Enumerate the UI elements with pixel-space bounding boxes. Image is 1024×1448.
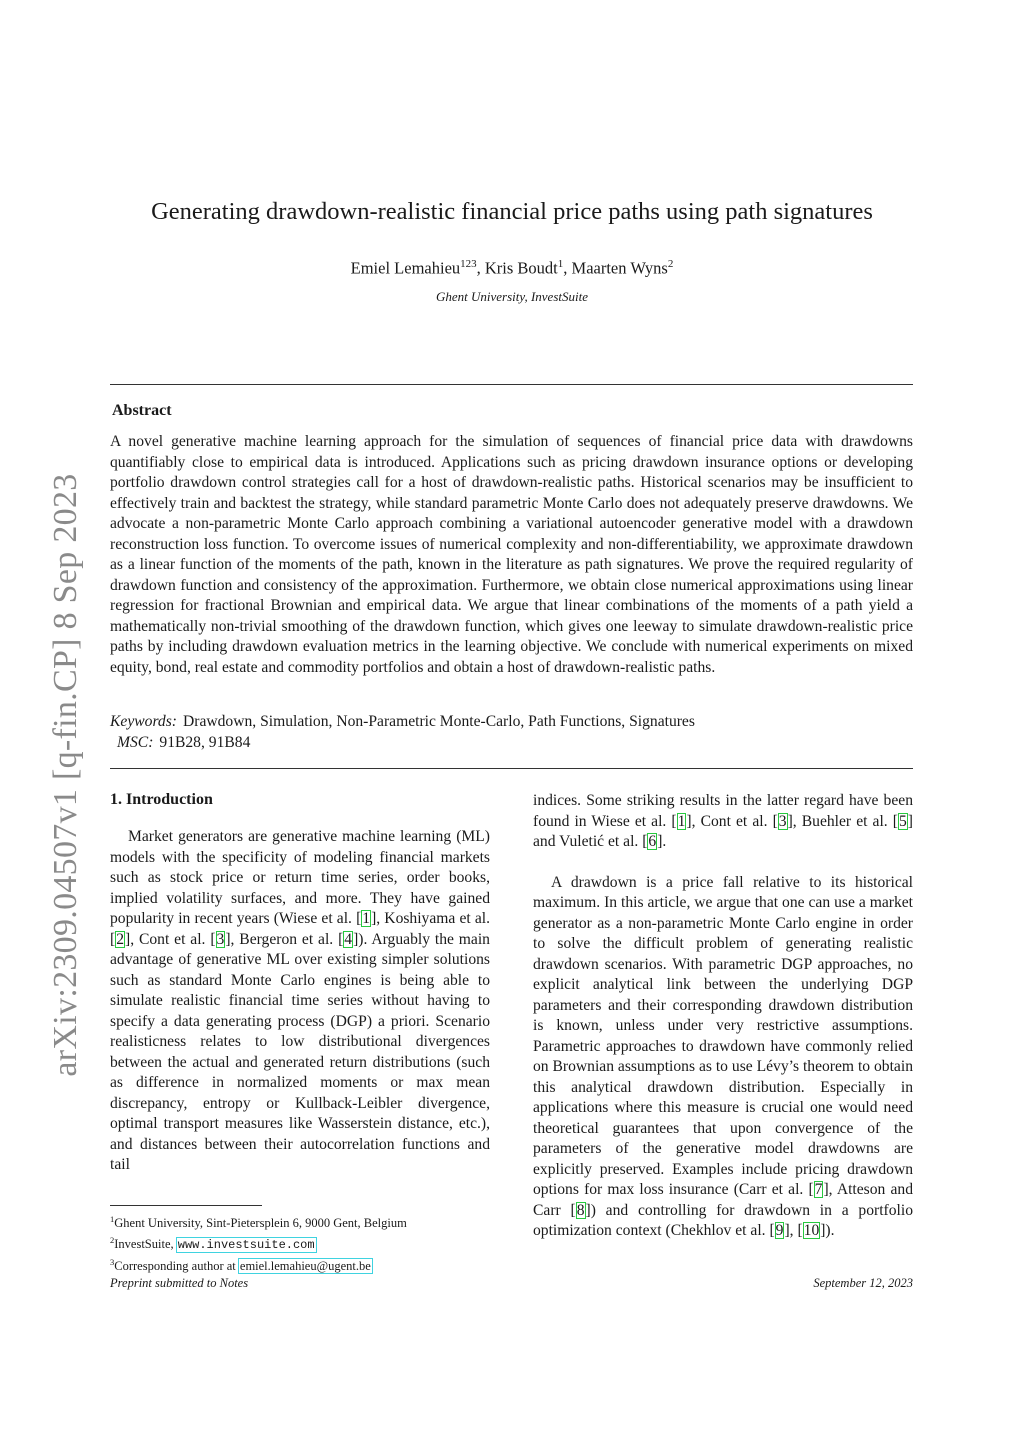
citation-link[interactable]: 5 [898,812,907,830]
footnote-text: InvestSuite, [114,1237,177,1252]
abstract-text: A novel generative machine learning approach for the simulation of sequences of financial price data with drawdowns quantifiably close to empirical data is introduced. Applications such as pricing drawdown insurance options or developing portfolio drawdown control strategies call for a host of drawdown-realistic paths. Historical scenarios may be insufficient to effectively train and backtest the strategy, while standard parametric Monte Carlo does not adequately preserve drawdowns. We advocate a non-parametric Monte Carlo approach combining a variational autoencoder generative model with a drawdown reconstruction loss function. To overcome issues of numerical complexity and non-differentiability, we approximate drawdown as a linear function of the moments of the path, known in the literature as path signatures. We prove the required regularity of drawdown function and consistency of the approximation. Furthermore, we obtain close numerical approximations using linear regression for fractional Brownian and empirical data. We argue that linear combinations of the moments of a path yield a mathematically non-trivial smoothing of the drawdown function, which gives one leeway to simulate drawdown-realistic price paths by including drawdown evaluation metrics in the learning objective. We conclude with numerical experiments on mixed equity, bond, real estate and commodity portfolios and obtain a host of drawdown-realistic paths. [110,433,913,677]
footnote [110,1232,407,1254]
paper-title: Generating drawdown-realistic financial price paths using path signatures [151,198,873,225]
keywords-line [110,713,695,731]
paragraph-text: ]. [657,833,667,850]
citation-link[interactable]: 2 [116,930,124,948]
paragraph-text: ]). [820,1222,835,1239]
citation-link[interactable]: 9 [775,1222,784,1239]
citation-link[interactable]: 1 [362,910,371,927]
paragraph-text: ] and Vuletić et al. [ [533,812,913,850]
footnote-mark: 2 [110,1235,115,1246]
paragraph-text: ], Koshiyama et al. [ [110,910,490,948]
intro-paragraph [533,873,913,1242]
citation-link[interactable]: 6 [648,833,657,850]
left-column [110,827,490,1176]
author-name: Emiel Lemahieu [350,258,461,278]
paragraph-text: ]) and controlling for drawdown in a portfolio optimization context (Chekhlov et al. [ [533,1201,913,1239]
author-affiliation-mark: 2 [667,258,674,270]
email-link[interactable]: emiel.lemahieu@ugent.be [239,1259,371,1274]
paragraph-text: Market generators are generative machine learning (ML) models with the specificity of modeling financial markets such as stock price or return time series, order books, implied volatility surfaces, and more. They have gained popularity in recent years (Wiese et al. [ [110,828,490,927]
paragraph-text: ], Buehler et al. [ [787,812,898,830]
keywords-label: Keywords: [110,713,177,730]
paragraph-text: ], Atteson and Carr [ [533,1181,913,1219]
arxiv-identifier: arXiv:2309.04507v1 [q-fin.CP] 8 Sep 2023 [47,473,84,1077]
citation-link[interactable]: 7 [814,1181,823,1198]
paragraph-text: ], Cont et al. [ [125,930,216,948]
paragraph-text: ]). Arguably the main advantage of generative ML over existing simpler solutions such as standard Monte Carlo engines is being able to simulate realistic financial time series without having to specify a data generating process (DGP) a priori. Scenario realisticness relates to low distributional divergences between the actual and generated return distributions (such as difference in normalized moments or max mean discrepancy, entropy or Kullback-Leibler divergence, optimal transport measures like Wasserstein distance, etc.), and distances between their autocorrelation functions and tail [110,930,490,1173]
footnote [110,1211,407,1232]
author-name: Maarten Wyns [571,258,668,278]
msc-value: 91B28, 91B84 [159,734,251,751]
paragraph-text: ], Bergeron et al. [ [225,930,344,948]
msc-label: MSC: [117,734,154,751]
abstract-top-rule [110,384,913,385]
footnote [110,1254,407,1275]
author-name: Kris Boudt [484,258,558,278]
abstract-bottom-rule [110,768,913,769]
footnote-rule [110,1205,262,1206]
footnote-text: Corresponding author at [114,1259,239,1274]
citation-link[interactable]: 4 [344,930,353,948]
author-list: Emiel Lemahieu$^{123}$, Kris Boudt$^1$, Maarten Wyns$^2$ [350,258,674,278]
paragraph-text: indices. Some striking results in the latter regard have been found in Wiese et al. [ [533,792,913,830]
citation-link[interactable]: 3 [216,930,225,948]
footnote-text: Ghent University, Sint-Pietersplein 6, 9000 Gent, Belgium [114,1216,407,1231]
paragraph-text: ], Cont et al. [ [686,812,778,830]
citation-link[interactable]: 10 [803,1222,820,1239]
footnotes [110,1211,407,1275]
affiliation: Ghent University, InvestSuite [436,289,588,304]
right-column [533,791,913,1242]
author-affiliation-mark: 1 [557,258,564,270]
paragraph-text: A drawdown is a price fall relative to its historical maximum. In this article, we argue that one can use a market generator as a non-parametric Monte Carlo engine in order to solve the difficult problem of generating realistic drawdown scenarios. With parametric DGP approaches, no explicit analytical link between the underlying DGP parameters and their corresponding drawdown distribution is known, unless under very restrictive assumptions. Parametric approaches to drawdown have commonly relied on Brownian assumptions as to use Lévy’s theorem to obtain this analytical drawdown distribution. Especially in applications where this measure is crucial one would need theoretical guarantees that upon convergence of the parameters of the generative model drawdowns are explicitly preserved. Examples include pricing drawdown options for max loss insurance (Carr et al. [ [533,873,913,1198]
keywords-value: Drawdown, Simulation, Non-Parametric Monte-Carlo, Path Functions, Signatures [183,713,695,730]
paragraph-text: ], [ [784,1222,803,1239]
intro-paragraph [110,827,490,1176]
preprint-note: Preprint submitted to Notes [110,1276,249,1290]
citation-link[interactable]: 1 [677,812,686,830]
footnote-mark: 1 [110,1214,115,1224]
citation-link[interactable]: 3 [778,812,787,830]
citation-link[interactable]: 8 [576,1201,585,1219]
section-heading: 1. Introduction [110,791,213,808]
abstract-heading: Abstract [112,402,172,419]
msc-line [117,734,250,752]
footnote-mark: 3 [110,1257,115,1268]
website-link[interactable]: www.investsuite.com [177,1238,315,1253]
intro-paragraph [533,791,913,853]
author-affiliation-mark: 123 [460,258,477,270]
preprint-date: September 12, 2023 [813,1276,913,1290]
